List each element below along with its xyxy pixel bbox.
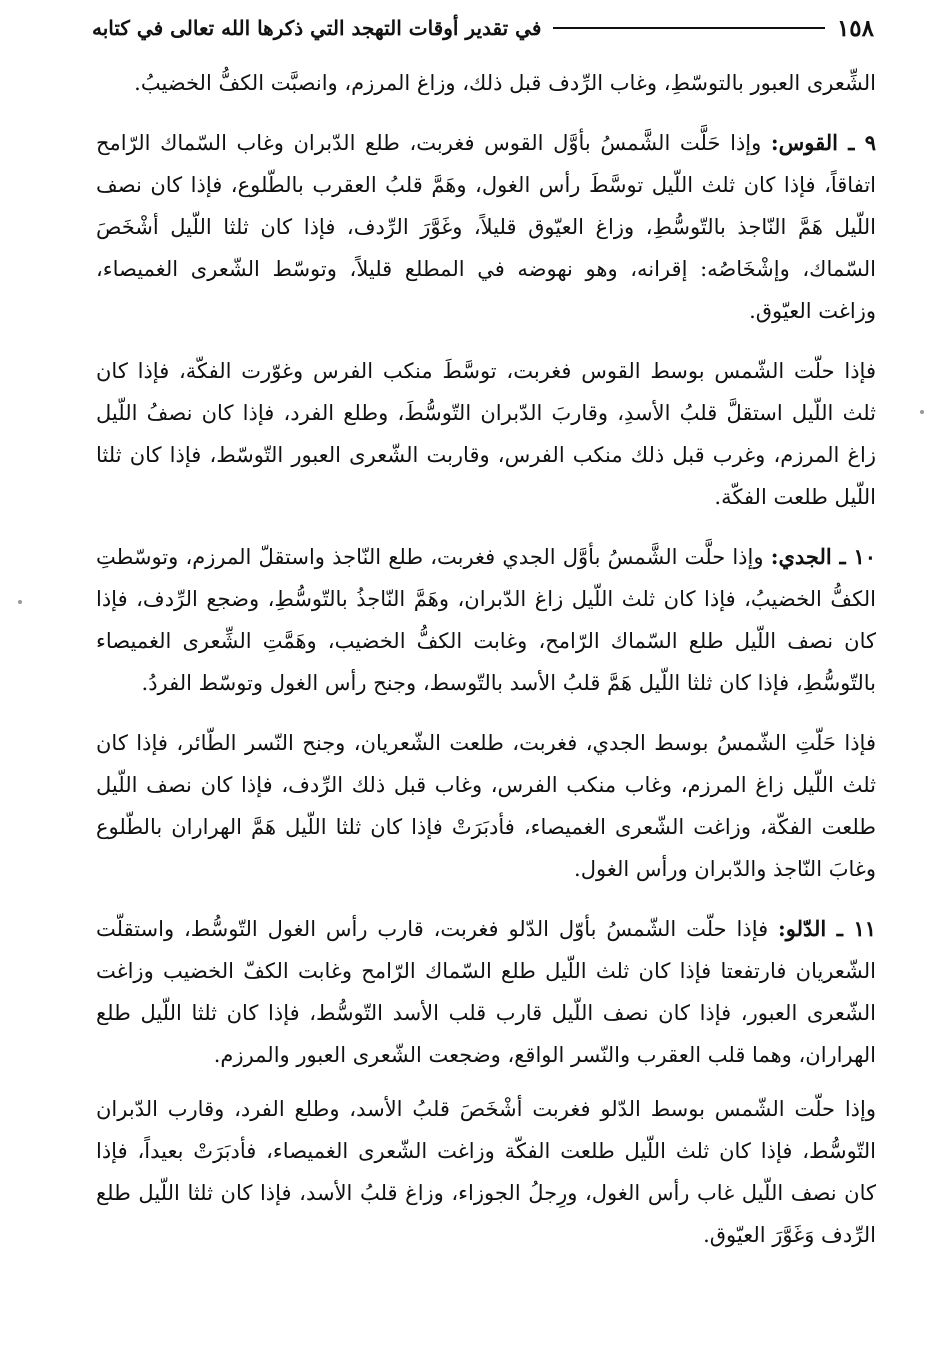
section-label: ١١ ـ الدّلو: (778, 916, 876, 941)
page-header (92, 8, 874, 48)
margin-speck (18, 600, 22, 604)
paragraph (96, 722, 876, 890)
paragraph-section-11 (96, 908, 876, 1076)
paragraph-section-9 (96, 122, 876, 332)
running-title: في تقدير أوقات التهجد التي ذكرها الله تعالى في كتابه (92, 16, 542, 40)
paragraph-text: فإذا حَلّتِ الشّمسُ بوسط الجدي، فغربت، طلعت الشّعريان، وجنح النّسر الطّائر، فإذا كان ثلث اللّيل زاغ المرزم، وغاب منكب الفرس، وغاب قبل ذلك الرِّدف، فإذا كان نصف اللّيل طلعت الفكّة، وزاغت الشّعرى الغميصاء، فأدبَرَتْ فإذا كان ثلثا اللّيل هَمَّ الهراران بالطّلوع وغابَ النّاجذ والدّبران ورأس الغول. (96, 731, 876, 881)
paragraph-text: الشِّعرى العبور بالتوسّطِ، وغاب الرِّدف قبل ذلك، وزاغ المرزم، وانصبَّت الكفُّ الخضيبُ. (134, 71, 876, 95)
section-label: ١٠ ـ الجدي: (770, 544, 876, 569)
paragraph-text: وإذا حلّت الشّمس بوسط الدّلو فغربت أشْخَصَ قلبُ الأسد، وطلع الفرد، وقارب الدّبران التّوسُّط، فإذا كان ثلث اللّيل طلعت الفكّة وزاغت الشّعرى الغميصاء، فأدبَرَتْ بعيداً، فإذا كان نصف اللّيل غاب رأس الغول، ورِجلُ الجوزاء، وزاغ قلبُ الأسد، فإذا كان ثلثا اللّيل طلع الرِّدف وَغَوَّرَ العيّوق. (96, 1097, 876, 1247)
section-label: ٩ ـ القوس: (770, 130, 876, 155)
paragraph (96, 1088, 876, 1256)
paragraph-text: وإذا حَلَّت الشَّمسُ بأوَّل القوس فغربت، طلع الدّبران وغاب السّماك الرّامح اتفاقاً، فإذا كان ثلث اللّيل توسَّطَ رأس الغول، وهَمَّ قلبُ العقرب بالطّلوع، فإذا كان نصف اللّيل هَمَّ النّاجذ بالتّوسُّطِ، وزاغ العيّوق قليلاً، وغَوَّرَ الرِّدف، فإذا كان ثلثا اللّيل أشْخَصَ السّماك، وإشْخَاصُه: إقرانه، وهو نهوضه في المطلع قليلاً، وتوسّط الشّعرى الغميصاء، وزاغت العيّوق. (96, 131, 876, 323)
page-body (96, 62, 876, 1256)
margin-speck (920, 410, 924, 414)
page-number: ١٥٨ (836, 14, 874, 42)
paragraph-continuation (96, 62, 876, 104)
paragraph (96, 350, 876, 518)
header-rule (553, 27, 825, 29)
paragraph-text: فإذا حلّت الشّمس بوسط القوس فغربت، توسَّطَ منكب الفرس وغوّرت الفكّة، فإذا كان ثلث اللّيل استقلَّ قلبُ الأسدِ، وقاربَ الدّبران التّوسُّطَ، وطلع الفرد، فإذا كان نصفُ اللّيل زاغ المرزم، وغرب قبل ذلك منكب الفرس، وقاربت الشّعرى العبور التّوسّط، فإذا كان ثلثا اللّيل طلعت الفكّة. (96, 359, 876, 509)
paragraph-text: فإذا حلّت الشّمسُ بأوّل الدّلو فغربت، قارب رأس الغول التّوسُّط، واستقلّت الشّعريان فارتفعتا فإذا كان ثلث اللّيل طلع السّماك الرّامح وغابت الكفّ الخضيب وزاغت الشّعرى العبور، فإذا كان نصف اللّيل قارب قلب الأسد التّوسُّط، فإذا كان ثلثا اللّيل طلع الهراران، وهما قلب العقرب والنّسر الواقع، وضجعت الشّعرى العبور والمرزم. (96, 917, 876, 1067)
paragraph-text: وإذا حلَّت الشَّمسُ بأوَّل الجدي فغربت، طلع النّاجذ واستقلّ المرزم، وتوسّطتِ الكفُّ الخضيبُ، فإذا كان ثلث اللّيل زاغ الدّبران، وهَمَّ النّاجذُ بالتّوسُّطِ، وضجع الرِّدف، فإذا كان نصف اللّيل طلع السّماك الرّامح، وغابت الكفُّ الخضيب، وهَمَّتِ الشِّعرى الغميصاء بالتّوسُّطِ، فإذا كان ثلثا اللّيل هَمَّ قلبُ الأسد بالتّوسط، وجنح رأس الغول وتوسّط الفردُ. (96, 545, 876, 695)
paragraph-section-10 (96, 536, 876, 704)
